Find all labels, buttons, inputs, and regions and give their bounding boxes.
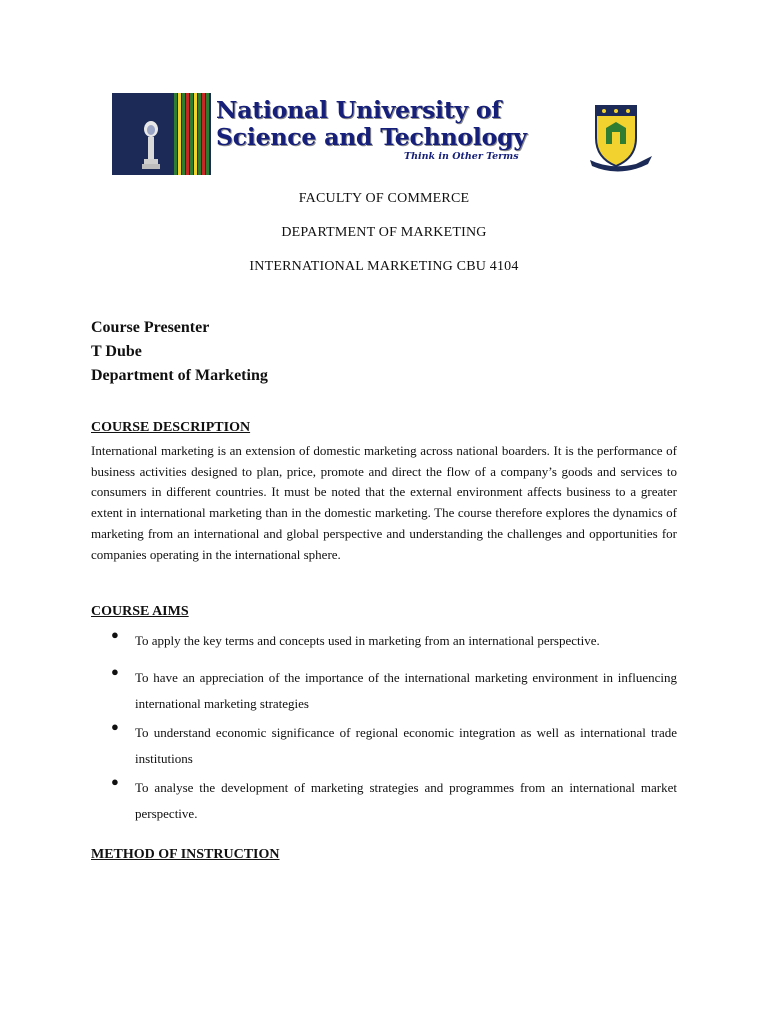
university-name-line2: Science and Technology — [216, 123, 527, 151]
list-item — [111, 720, 677, 772]
course-heading: INTERNATIONAL MARKETING CBU 4104 — [249, 259, 519, 274]
bullet-icon: ● — [111, 664, 119, 679]
aim-text: To have an appreciation of the importance of the international marketing environment in influencing international marketing strategies — [135, 670, 677, 711]
list-item — [111, 628, 677, 654]
list-item — [111, 665, 677, 717]
bullet-icon: ● — [111, 774, 119, 789]
aim-text: To analyse the development of marketing strategies and programmes from an international market perspective. — [135, 780, 677, 821]
university-tagline: Think in Other Terms — [404, 151, 519, 162]
torch-icon — [140, 121, 162, 171]
university-banner — [112, 93, 657, 175]
course-description-text: International marketing is an extension of domestic marketing across national boarders. It is the performance of business activities designed to plan, price, promote and direct the flow of a company’s goods and services to consumers in different countries. It must be noted that the external environment affects business to a greater extent in international marketing than in the domestic marketing. The course therefore explores the dynamics of marketing from an international and global perspective and understanding the challenges and opportunities for companies operating in the international sphere. — [91, 443, 677, 562]
list-item — [111, 775, 677, 827]
presenter-label: Course Presenter — [91, 319, 210, 336]
banner-logo-panel — [112, 93, 211, 175]
method-of-instruction-title: METHOD OF INSTRUCTION — [91, 847, 280, 862]
aim-text: To apply the key terms and concepts used in marketing from an international perspective. — [135, 633, 600, 648]
course-description-title: COURSE DESCRIPTION — [91, 420, 251, 435]
faculty-heading: FACULTY OF COMMERCE — [298, 191, 470, 206]
university-crest-icon — [590, 98, 656, 172]
bullet-icon: ● — [111, 719, 119, 734]
bullet-icon: ● — [111, 627, 119, 642]
presenter-block — [91, 316, 268, 388]
course-aims-title: COURSE AIMS — [91, 604, 189, 619]
university-name — [216, 97, 586, 151]
department-heading: DEPARTMENT OF MARKETING — [281, 225, 487, 240]
university-name-line1: National University of — [216, 96, 502, 124]
presenter-department: Department of Marketing — [91, 367, 268, 384]
presenter-name: T Dube — [91, 343, 142, 360]
aim-text: To understand economic significance of regional economic integration as well as international trade institutions — [135, 725, 677, 766]
